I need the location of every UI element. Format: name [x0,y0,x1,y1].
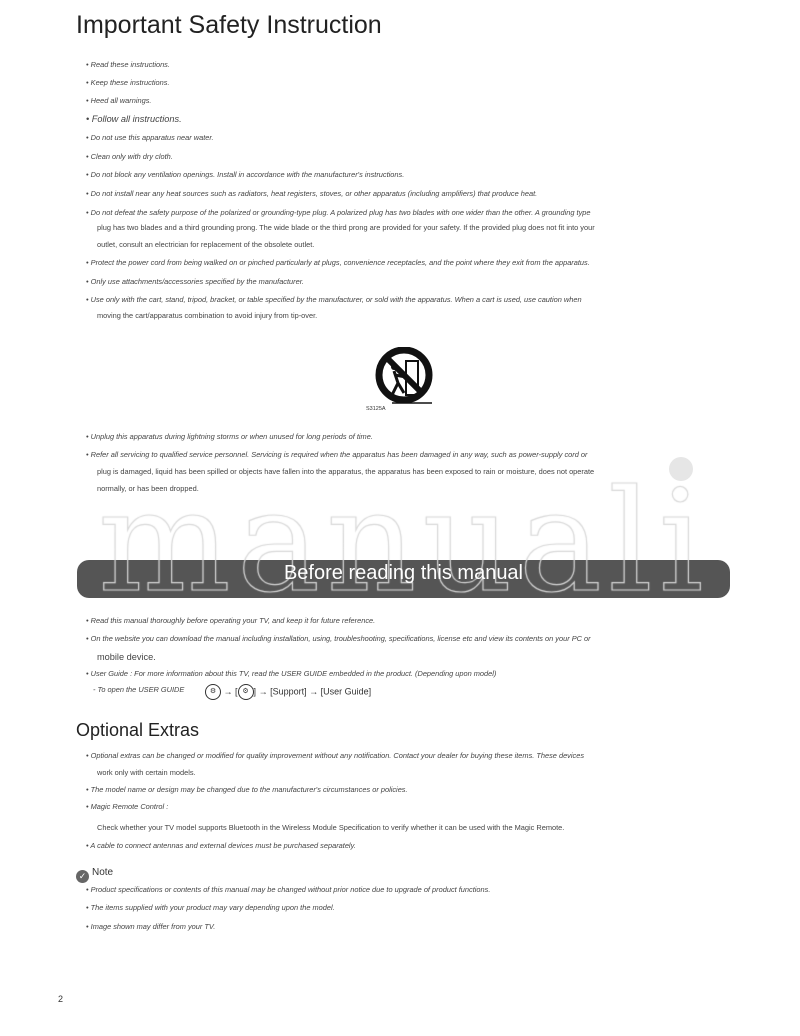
list-item: • Clean only with dry cloth. [86,152,173,161]
check-circle-icon: ✓ [76,870,89,883]
list-item: • Image shown may differ from your TV. [86,922,216,931]
list-item: • Do not defeat the safety purpose of the polarized or grounding-type plug. A polarized plug has two blades with one wider than the other. A grounding type [86,208,591,217]
list-item: • Heed all warnings. [86,96,152,105]
watermark-dot [669,457,693,481]
list-item: • Do not use this apparatus near water. [86,133,214,142]
list-item: • Read these instructions. [86,60,170,69]
cart-warning-icon [372,347,438,407]
section-title: Before reading this manual [283,562,524,584]
list-item: • Magic Remote Control : [86,802,169,811]
list-item: • Optional extras can be changed or modified for quality improvement without any notification. Contact your dealer for buying these items. These devices [86,751,585,760]
list-item-continued: moving the cart/apparatus combination to avoid injury from tip-over. [97,311,318,320]
list-item: • Keep these instructions. [86,78,170,87]
list-item: • The model name or design may be changed due to the manufacturer's circumstances or policies. [86,785,408,794]
note-heading: Note [92,867,114,878]
list-item: • User Guide : For more information about this TV, read the USER GUIDE embedded in the product. (Depending upon model) [86,669,497,678]
page-number: 2 [58,994,64,1004]
bracket-close: ] [253,686,257,697]
list-item: • Unplug this apparatus during lightning storms or when unused for long periods of time. [86,432,373,441]
section-heading: Optional Extras [76,720,200,740]
list-item-continued: plug has two blades and a third grounding prong. The wide blade or the third prong are provided for your safety. If the provided plug does not fit into your [97,223,595,232]
list-item: • Do not install near any heat sources such as radiators, heat registers, stoves, or other apparatus (including amplifiers) that produce heat. [86,189,538,198]
cart-label: S3125A [366,406,386,412]
list-item-continued: normally, or has been dropped. [97,484,199,493]
list-item: • Use only with the cart, stand, tripod, bracket, or table specified by the manufacturer, or sold with the apparatus. When a cart is used, use caution when [86,295,582,304]
settings-button-icon: ⚙ [238,684,254,700]
home-button-icon: ⚙ [205,684,221,700]
list-item-continued: outlet, consult an electrician for replacement of the obsolete outlet. [97,240,315,249]
list-item: • Product specifications or contents of this manual may be changed without prior notice due to upgrade of product functions. [86,885,491,894]
list-item: • The items supplied with your product may vary depending upon the model. [86,903,335,912]
list-item: • Protect the power cord from being walked on or pinched particularly at plugs, convenience receptacles, and the point where they exit from the apparatus. [86,258,590,267]
user-guide-path [205,684,371,700]
list-item-continued: plug is damaged, liquid has been spilled or objects have fallen into the apparatus, the apparatus has been exposed to rain or moisture, does not operate [97,467,595,476]
list-item-continued: work only with certain models. [97,768,196,777]
path-support: → [Support] → [User Guide] [258,686,372,697]
list-item: - To open the USER GUIDE [93,685,185,694]
list-item: • A cable to connect antennas and external devices must be purchased separately. [86,841,356,850]
bracket-open: [ [235,686,238,697]
list-item: • Read this manual thoroughly before operating your TV, and keep it for future reference. [86,616,376,625]
list-item: • Follow all instructions. [86,114,182,124]
list-item: • Refer all servicing to qualified service personnel. Servicing is required when the apparatus has been damaged in any way, such as power-supply cord or [86,450,588,459]
list-item: • Only use attachments/accessories specified by the manufacturer. [86,277,304,286]
list-item-continued: mobile device. [97,652,156,662]
list-item: • On the website you can download the manual including installation, using, troubleshooting, specifications, license etc and view its contents on your PC or [86,634,591,643]
page-title: Important Safety Instruction [76,11,382,39]
arrow: → [223,686,233,697]
list-item-continued: Check whether your TV model supports Bluetooth in the Wireless Module Specification to verify whether it can be used with the Magic Remote. [97,823,565,832]
list-item: • Do not block any ventilation openings. Install in accordance with the manufacturer's instructions. [86,170,405,179]
